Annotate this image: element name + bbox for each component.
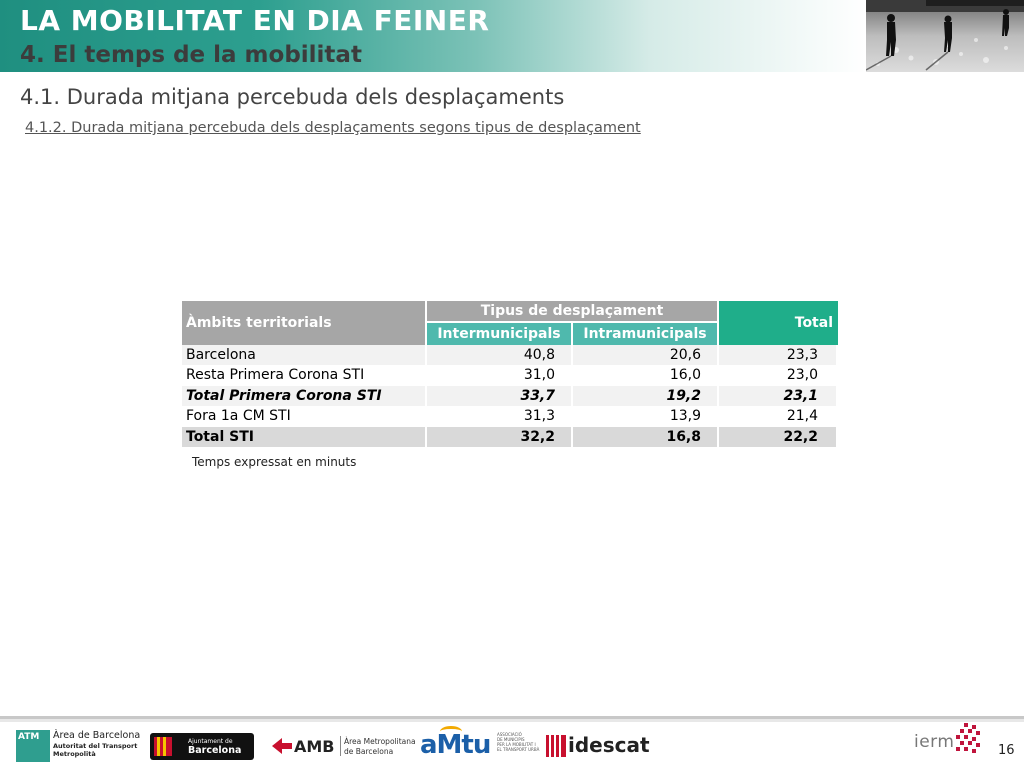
idescat-text: idescat: [568, 733, 650, 757]
table-row: [182, 345, 838, 366]
header-photo: [866, 0, 1024, 72]
amtu-small4: EL TRANSPORT URBÀ: [497, 747, 540, 752]
iermb-pixel-b-icon: [956, 723, 982, 755]
cell-intermunicipals: 31,0: [427, 366, 573, 387]
row-label: Total Primera Corona STI: [182, 386, 427, 407]
cell-total: 23,3: [719, 345, 838, 366]
page-title: LA MOBILITAT EN DIA FEINER: [20, 4, 490, 37]
ajuntament-line2: Barcelona: [188, 745, 242, 756]
ajuntament-logo: [150, 728, 254, 764]
amtu-small3: PER LA MOBILITAT I: [497, 742, 536, 747]
amtu-tagline: [497, 732, 539, 752]
cell-intramunicipals: 19,2: [573, 386, 719, 407]
header-banner: [0, 0, 866, 72]
amtu-swoosh-icon: [440, 726, 462, 737]
amtu-small2: DE MUNICIPIS: [497, 737, 525, 742]
atm-logo: [16, 728, 141, 764]
cell-intramunicipals: 16,0: [573, 366, 719, 387]
cell-intermunicipals: 31,3: [427, 407, 573, 428]
amb-line1: Àrea Metropolitana: [344, 737, 416, 746]
row-label: Fora 1a CM STI: [182, 407, 427, 428]
cell-intermunicipals: 33,7: [427, 386, 573, 407]
header-total: Total: [719, 301, 838, 345]
cell-total: 23,0: [719, 366, 838, 387]
atm-line1: Àrea de Barcelona: [53, 730, 141, 741]
page-subtitle: 4. El temps de la mobilitat: [20, 42, 362, 68]
cell-total: 23,1: [719, 386, 838, 407]
atm-line3: Metropolità: [53, 750, 96, 758]
duration-table: [182, 301, 838, 448]
cell-intermunicipals: 40,8: [427, 345, 573, 366]
section-heading: 4.1. Durada mitjana percebuda dels desplaçaments: [20, 85, 565, 109]
amb-text: AMB: [294, 737, 335, 756]
header-intramunicipals: Intramunicipals: [573, 323, 719, 345]
table-note: Temps expressat en minuts: [192, 455, 357, 469]
table-row-total: [182, 427, 838, 448]
ajuntament-line1: Ajuntament de: [188, 738, 233, 745]
footer-divider-shadow: [0, 719, 1024, 722]
atm-badge: ATM: [18, 732, 40, 742]
amb-line2: de Barcelona: [344, 747, 394, 756]
table-row: [182, 366, 838, 387]
amb-logo: [272, 728, 416, 764]
amtu-small1: ASSOCIACIÓ: [497, 732, 522, 737]
table-row: [182, 407, 838, 428]
header-intermunicipals: Intermunicipals: [427, 323, 573, 345]
cell-intramunicipals: 16,8: [573, 427, 719, 448]
row-label: Resta Primera Corona STI: [182, 366, 427, 387]
amtu-logo: [420, 728, 538, 764]
cell-intermunicipals: 32,2: [427, 427, 573, 448]
atm-line2: Autoritat del Transport: [53, 742, 138, 750]
cell-total: 21,4: [719, 407, 838, 428]
amtu-text: aMtu: [420, 730, 491, 760]
row-label: Total STI: [182, 427, 427, 448]
row-label: Barcelona: [182, 345, 427, 366]
header-ambits: Àmbits territorials: [182, 301, 427, 345]
header-tipus-desplacament: Tipus de desplaçament: [427, 301, 719, 323]
amb-arrow-icon: [272, 738, 292, 754]
cell-total: 22,2: [719, 427, 838, 448]
cell-intramunicipals: 20,6: [573, 345, 719, 366]
idescat-stripes-icon: [546, 735, 566, 757]
iermb-text: ierm: [914, 732, 955, 752]
table-row: [182, 386, 838, 407]
iermb-logo: [914, 728, 984, 764]
section-subheading-link[interactable]: 4.1.2. Durada mitjana percebuda dels desplaçaments segons tipus de desplaçament: [25, 120, 641, 136]
idescat-logo: [546, 728, 650, 764]
cell-intramunicipals: 13,9: [573, 407, 719, 428]
page-number: 16: [998, 743, 1015, 758]
